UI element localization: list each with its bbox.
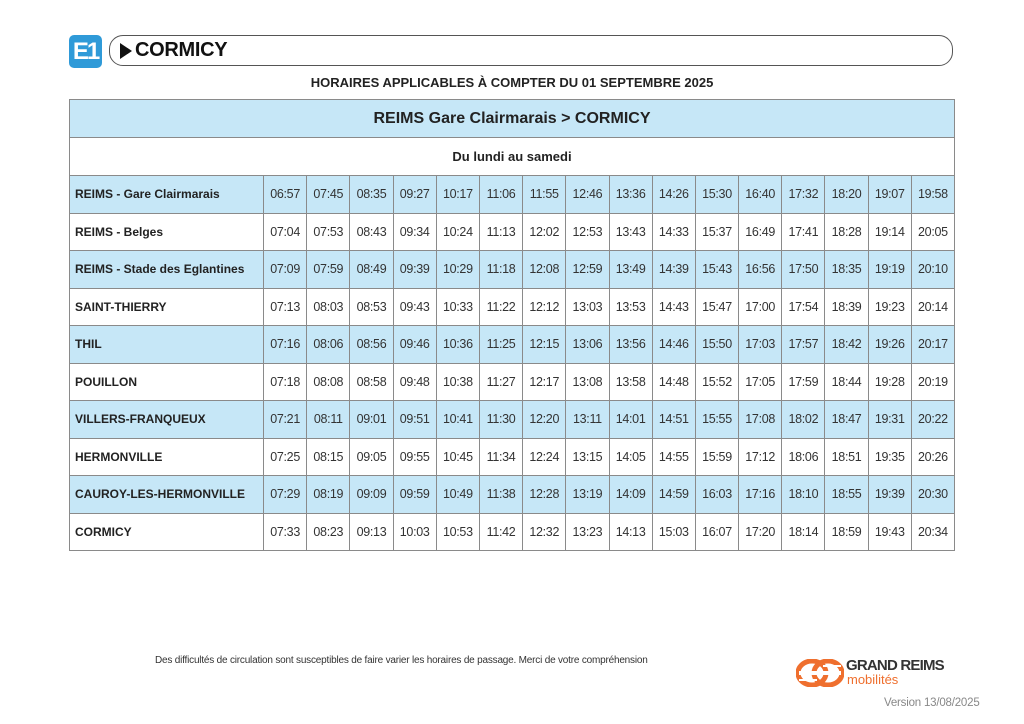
departure-time: 11:25 — [479, 326, 522, 364]
disclaimer-text: Des difficultés de circulation sont susceptibles de faire varier les horaires de passage. Merci de votre compréhension — [155, 655, 648, 666]
departure-time: 13:36 — [609, 176, 652, 214]
departure-time: 15:52 — [695, 363, 738, 401]
departure-time: 18:06 — [782, 438, 825, 476]
departure-time: 15:43 — [695, 251, 738, 289]
departure-time: 17:50 — [782, 251, 825, 289]
departure-time: 18:44 — [825, 363, 868, 401]
departure-time: 13:08 — [566, 363, 609, 401]
stop-name: REIMS - Gare Clairmarais — [70, 176, 264, 214]
departure-time: 14:33 — [652, 213, 695, 251]
departure-time: 10:29 — [436, 251, 479, 289]
departure-time: 13:56 — [609, 326, 652, 364]
departure-time: 12:02 — [523, 213, 566, 251]
departure-time: 20:26 — [911, 438, 954, 476]
departure-time: 19:43 — [868, 513, 911, 551]
departure-time: 08:58 — [350, 363, 393, 401]
departure-time: 11:30 — [479, 401, 522, 439]
table-row — [70, 401, 955, 439]
departure-time: 19:23 — [868, 288, 911, 326]
route-title: REIMS Gare Clairmarais > CORMICY — [70, 100, 955, 138]
departure-time: 15:03 — [652, 513, 695, 551]
departure-time: 08:56 — [350, 326, 393, 364]
departure-time: 10:41 — [436, 401, 479, 439]
departure-time: 19:39 — [868, 476, 911, 514]
departure-time: 14:59 — [652, 476, 695, 514]
departure-time: 12:15 — [523, 326, 566, 364]
departure-time: 16:56 — [739, 251, 782, 289]
play-arrow-icon — [120, 43, 132, 59]
departure-time: 15:30 — [695, 176, 738, 214]
departure-time: 12:24 — [523, 438, 566, 476]
departure-time: 13:23 — [566, 513, 609, 551]
departure-time: 16:07 — [695, 513, 738, 551]
departure-time: 07:18 — [264, 363, 307, 401]
table-row — [70, 476, 955, 514]
departure-time: 11:38 — [479, 476, 522, 514]
departure-time: 15:59 — [695, 438, 738, 476]
departure-time: 13:58 — [609, 363, 652, 401]
stop-name: SAINT-THIERRY — [70, 288, 264, 326]
departure-time: 07:33 — [264, 513, 307, 551]
destination-label: CORMICY — [135, 39, 228, 61]
departure-time: 11:06 — [479, 176, 522, 214]
departure-time: 18:10 — [782, 476, 825, 514]
departure-time: 17:00 — [739, 288, 782, 326]
departure-time: 08:19 — [307, 476, 350, 514]
departure-time: 09:39 — [393, 251, 436, 289]
departure-time: 13:06 — [566, 326, 609, 364]
departure-time: 15:47 — [695, 288, 738, 326]
departure-time: 12:46 — [566, 176, 609, 214]
departure-time: 07:04 — [264, 213, 307, 251]
departure-time: 20:22 — [911, 401, 954, 439]
grand-reims-logo — [796, 657, 956, 691]
departure-time: 16:49 — [739, 213, 782, 251]
departure-time: 08:23 — [307, 513, 350, 551]
departure-time: 07:45 — [307, 176, 350, 214]
departure-time: 18:39 — [825, 288, 868, 326]
departure-time: 20:14 — [911, 288, 954, 326]
departure-time: 12:17 — [523, 363, 566, 401]
version-label: Version 13/08/2025 — [884, 697, 980, 709]
departure-time: 09:59 — [393, 476, 436, 514]
departure-time: 07:29 — [264, 476, 307, 514]
departure-time: 15:50 — [695, 326, 738, 364]
departure-time: 14:51 — [652, 401, 695, 439]
departure-time: 19:35 — [868, 438, 911, 476]
departure-time: 12:12 — [523, 288, 566, 326]
departure-time: 10:38 — [436, 363, 479, 401]
departure-time: 13:11 — [566, 401, 609, 439]
departure-time: 18:35 — [825, 251, 868, 289]
departure-time: 14:46 — [652, 326, 695, 364]
departure-time: 20:05 — [911, 213, 954, 251]
departure-time: 17:03 — [739, 326, 782, 364]
departure-time: 13:53 — [609, 288, 652, 326]
departure-time: 07:21 — [264, 401, 307, 439]
departure-time: 10:03 — [393, 513, 436, 551]
departure-time: 06:57 — [264, 176, 307, 214]
departure-time: 14:39 — [652, 251, 695, 289]
departure-time: 08:49 — [350, 251, 393, 289]
departure-time: 08:43 — [350, 213, 393, 251]
departure-time: 17:57 — [782, 326, 825, 364]
departure-time: 09:01 — [350, 401, 393, 439]
departure-time: 12:53 — [566, 213, 609, 251]
departure-time: 10:33 — [436, 288, 479, 326]
validity-notice: HORAIRES APPLICABLES À COMPTER DU 01 SEPTEMBRE 2025 — [310, 75, 714, 90]
departure-time: 07:09 — [264, 251, 307, 289]
departure-time: 17:32 — [782, 176, 825, 214]
departure-time: 09:51 — [393, 401, 436, 439]
departure-time: 13:49 — [609, 251, 652, 289]
stop-name: REIMS - Stade des Eglantines — [70, 251, 264, 289]
departure-time: 10:45 — [436, 438, 479, 476]
departure-time: 07:13 — [264, 288, 307, 326]
departure-time: 18:28 — [825, 213, 868, 251]
logo-subtitle: mobilités — [847, 672, 899, 687]
departure-time: 14:55 — [652, 438, 695, 476]
departure-time: 16:03 — [695, 476, 738, 514]
departure-time: 07:53 — [307, 213, 350, 251]
departure-time: 12:59 — [566, 251, 609, 289]
departure-time: 14:01 — [609, 401, 652, 439]
departure-time: 10:36 — [436, 326, 479, 364]
departure-time: 09:55 — [393, 438, 436, 476]
departure-time: 17:54 — [782, 288, 825, 326]
departure-time: 10:49 — [436, 476, 479, 514]
departure-time: 08:08 — [307, 363, 350, 401]
departure-time: 08:06 — [307, 326, 350, 364]
departure-time: 08:15 — [307, 438, 350, 476]
departure-time: 11:22 — [479, 288, 522, 326]
departure-time: 09:09 — [350, 476, 393, 514]
departure-time: 10:53 — [436, 513, 479, 551]
stop-name: CAUROY-LES-HERMONVILLE — [70, 476, 264, 514]
departure-time: 08:35 — [350, 176, 393, 214]
line-badge: E1 — [69, 35, 102, 68]
departure-time: 09:43 — [393, 288, 436, 326]
departure-time: 14:26 — [652, 176, 695, 214]
departure-time: 17:20 — [739, 513, 782, 551]
table-row — [70, 213, 955, 251]
departure-time: 11:42 — [479, 513, 522, 551]
departure-time: 17:41 — [782, 213, 825, 251]
departure-time: 14:43 — [652, 288, 695, 326]
table-row — [70, 363, 955, 401]
departure-time: 09:05 — [350, 438, 393, 476]
stop-name: CORMICY — [70, 513, 264, 551]
departure-time: 18:55 — [825, 476, 868, 514]
departure-time: 08:03 — [307, 288, 350, 326]
departure-time: 19:58 — [911, 176, 954, 214]
departure-time: 11:13 — [479, 213, 522, 251]
departure-time: 15:55 — [695, 401, 738, 439]
departure-time: 07:16 — [264, 326, 307, 364]
departure-time: 14:05 — [609, 438, 652, 476]
departure-time: 12:20 — [523, 401, 566, 439]
operating-days: Du lundi au samedi — [70, 138, 955, 176]
departure-time: 19:26 — [868, 326, 911, 364]
departure-time: 12:32 — [523, 513, 566, 551]
departure-time: 10:17 — [436, 176, 479, 214]
departure-time: 09:46 — [393, 326, 436, 364]
departure-time: 18:02 — [782, 401, 825, 439]
departure-time: 14:48 — [652, 363, 695, 401]
departure-time: 18:42 — [825, 326, 868, 364]
route-header-row — [70, 100, 955, 138]
departure-time: 12:08 — [523, 251, 566, 289]
departure-time: 19:14 — [868, 213, 911, 251]
stop-name: VILLERS-FRANQUEUX — [70, 401, 264, 439]
departure-time: 14:09 — [609, 476, 652, 514]
departure-time: 08:11 — [307, 401, 350, 439]
destination-banner — [109, 35, 953, 66]
departure-time: 18:14 — [782, 513, 825, 551]
stop-name: HERMONVILLE — [70, 438, 264, 476]
departure-time: 09:27 — [393, 176, 436, 214]
departure-time: 17:59 — [782, 363, 825, 401]
departure-time: 20:19 — [911, 363, 954, 401]
departure-time: 13:19 — [566, 476, 609, 514]
departure-time: 19:31 — [868, 401, 911, 439]
stop-name: POUILLON — [70, 363, 264, 401]
departure-time: 20:17 — [911, 326, 954, 364]
table-row — [70, 288, 955, 326]
departure-time: 09:34 — [393, 213, 436, 251]
departure-time: 11:27 — [479, 363, 522, 401]
departure-time: 15:37 — [695, 213, 738, 251]
departure-time: 18:47 — [825, 401, 868, 439]
departure-time: 14:13 — [609, 513, 652, 551]
table-row — [70, 251, 955, 289]
departure-time: 11:34 — [479, 438, 522, 476]
departure-time: 18:59 — [825, 513, 868, 551]
departure-time: 17:16 — [739, 476, 782, 514]
departure-time: 11:18 — [479, 251, 522, 289]
departure-time: 16:40 — [739, 176, 782, 214]
departure-time: 18:20 — [825, 176, 868, 214]
departure-time: 07:59 — [307, 251, 350, 289]
departure-time: 11:55 — [523, 176, 566, 214]
departure-time: 08:53 — [350, 288, 393, 326]
departure-time: 19:19 — [868, 251, 911, 289]
departure-time: 07:25 — [264, 438, 307, 476]
days-row — [70, 138, 955, 176]
departure-time: 20:30 — [911, 476, 954, 514]
departure-time: 13:15 — [566, 438, 609, 476]
departure-time: 17:08 — [739, 401, 782, 439]
departure-time: 13:03 — [566, 288, 609, 326]
table-row — [70, 513, 955, 551]
stop-name: REIMS - Belges — [70, 213, 264, 251]
departure-time: 20:34 — [911, 513, 954, 551]
table-row — [70, 326, 955, 364]
grand-reims-logo-icon — [796, 659, 844, 687]
departure-time: 09:48 — [393, 363, 436, 401]
departure-time: 09:13 — [350, 513, 393, 551]
logo-title: GRAND REIMS — [846, 657, 944, 674]
departure-time: 19:28 — [868, 363, 911, 401]
departure-time: 13:43 — [609, 213, 652, 251]
departure-time: 18:51 — [825, 438, 868, 476]
departure-time: 12:28 — [523, 476, 566, 514]
timetable — [69, 99, 955, 551]
departure-time: 19:07 — [868, 176, 911, 214]
table-row — [70, 438, 955, 476]
departure-time: 10:24 — [436, 213, 479, 251]
stop-name: THIL — [70, 326, 264, 364]
departure-time: 20:10 — [911, 251, 954, 289]
departure-time: 17:05 — [739, 363, 782, 401]
table-row — [70, 176, 955, 214]
departure-time: 17:12 — [739, 438, 782, 476]
